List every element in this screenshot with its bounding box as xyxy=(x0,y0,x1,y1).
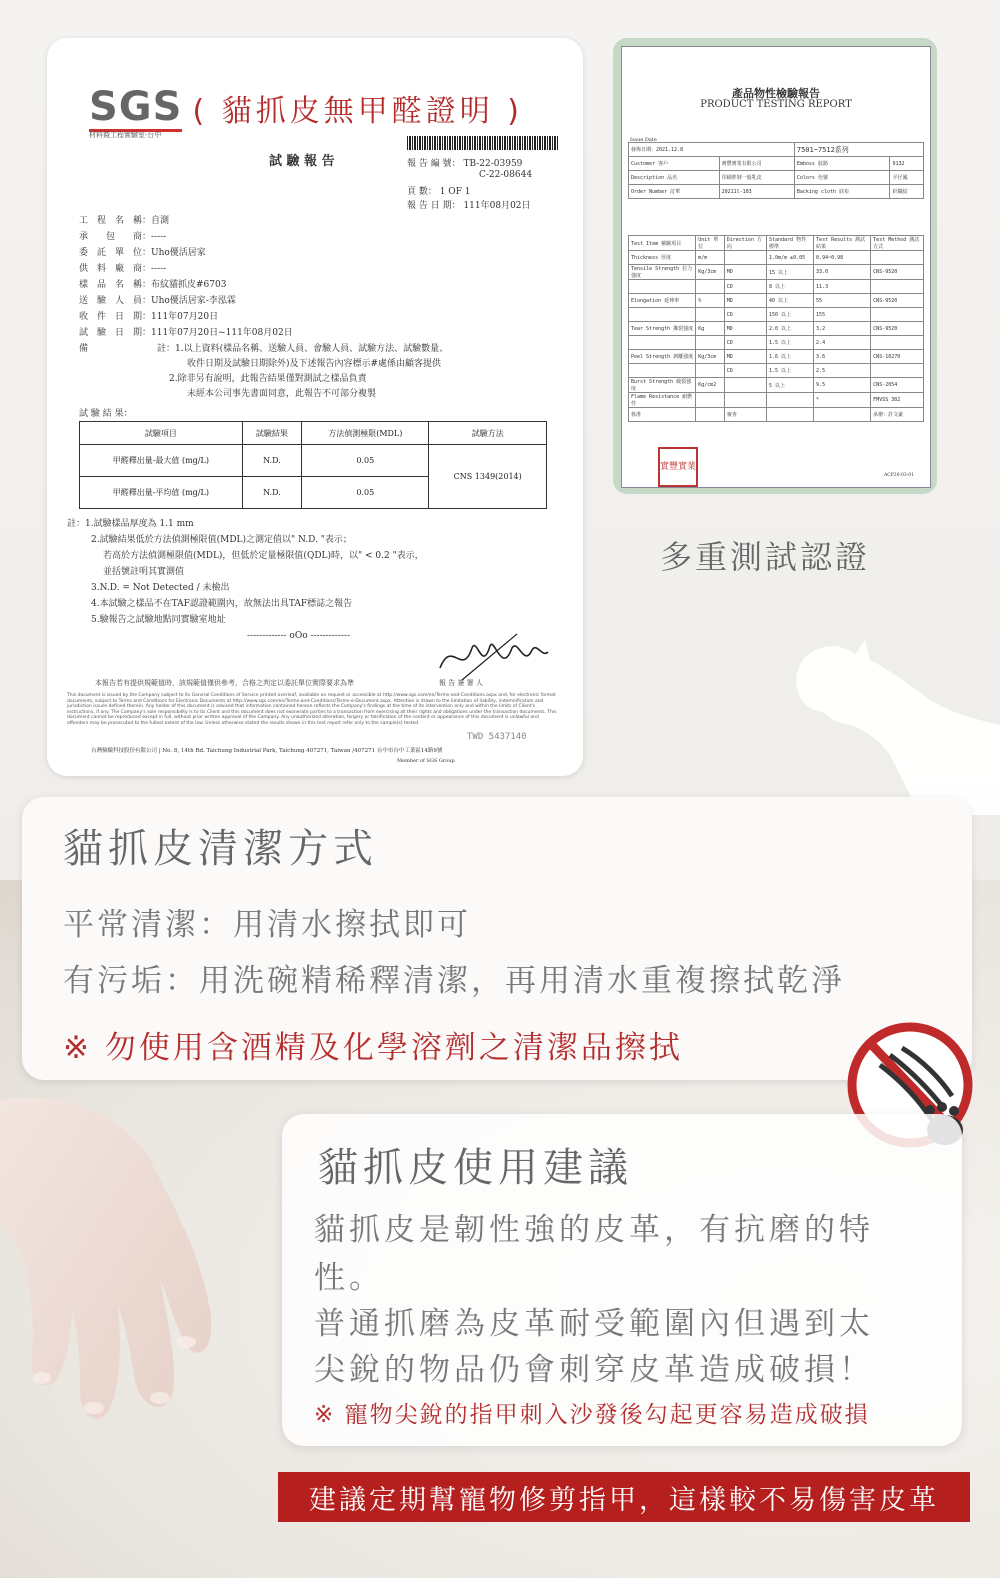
table-cell: 0.94~0.98 xyxy=(814,251,871,265)
table-cell: 0.05 xyxy=(302,477,429,509)
table-cell: 1.0m/m ±0.05 xyxy=(766,251,813,265)
note-2: 若高於方法偵測極限值(MDL)，但低於定量極限值(QDL)時，以" < 0.2 "表示， xyxy=(103,551,424,561)
table-cell: FMVSS 302 xyxy=(871,393,924,408)
end-mark: ------------- oOo ------------- xyxy=(247,631,351,641)
sgs-certificate-card xyxy=(47,38,583,776)
table-cell: 40 以上 xyxy=(766,294,813,308)
usage-line-1: 貓抓皮是韌性強的皮革，有抗磨的特 xyxy=(314,1212,874,1248)
table-cell xyxy=(871,251,924,265)
table-header-row xyxy=(629,236,924,251)
cleaning-title: 貓抓皮清潔方式 xyxy=(63,826,378,872)
table-cell: 1.5 以上 xyxy=(766,364,813,378)
table-row xyxy=(629,171,924,185)
cleaning-line-2: 有污垢：用洗碗精稀釋清潔，再用清水重複擦拭乾淨 xyxy=(63,963,845,999)
table-cell: MD xyxy=(724,350,766,364)
field-1: 承 包 商：----- xyxy=(79,232,167,242)
table-cell xyxy=(629,336,696,350)
table-cell: Order Number 訂單 xyxy=(629,185,720,199)
table-cell: 8 以上 xyxy=(766,280,813,294)
table-cell: CNS-9520 xyxy=(871,322,924,336)
cat-silhouette-icon xyxy=(770,625,1000,815)
serial-number: TWD 5437140 xyxy=(467,732,527,742)
table-row xyxy=(629,408,924,422)
disclaimer: 本報告若有提供規範值時，該規範值僅供參考，合格之判定以委託單位實際要求為準 xyxy=(95,679,354,687)
report-heading: 試 驗 報 告 xyxy=(269,154,335,169)
lab-address: 台灣檢驗科技股份有限公司 | No. 8, 14th Rd. Taichung Industrial Park, Taichung 407271, Taiwan /407271 台中市台中工業區14路9號 xyxy=(91,748,443,754)
results-label: 試 驗 結 果： xyxy=(79,409,133,419)
table-header: Test Item 檢驗項目 xyxy=(629,236,696,251)
table-cell xyxy=(696,336,725,350)
table-cell: 2.4 xyxy=(814,336,871,350)
table-header: Test Method 測試方式 xyxy=(871,236,924,251)
table-cell: Peel Strength 剝離強度 xyxy=(629,350,696,364)
table-cell: 0.05 xyxy=(302,445,429,477)
table-cell: 20211l-103 xyxy=(719,185,794,199)
series: 7501~7512系列 xyxy=(794,143,923,157)
note-6: 5.驗報告之試驗地點同實驗室地址 xyxy=(91,615,226,625)
usage-line-2: 性。 xyxy=(314,1260,384,1296)
issue-label: Issue Date xyxy=(630,137,657,143)
table-cell xyxy=(814,408,871,422)
note-3: 並括號註明其實測值 xyxy=(103,567,185,577)
note-0: 註：1.試驗樣品厚度為 1.1 mm xyxy=(67,519,194,529)
table-cell: m/m xyxy=(696,251,725,265)
table-cell: 平仔鳳 xyxy=(890,171,924,185)
table-cell: Description 品名 xyxy=(629,171,720,185)
sgs-member: Member of SGS Group xyxy=(397,758,455,764)
table-header: 方法偵測極限(MDL) xyxy=(302,422,429,445)
table-cell: 150 以上 xyxy=(766,308,813,322)
table-cell: Burst Strength 破裂強度 xyxy=(629,378,696,393)
field-7: 試 驗 日 期：111年07月20日~111年08月02日 xyxy=(79,328,293,338)
lab-name: 材料暨工程實驗室-台中 xyxy=(89,131,162,139)
usage-title: 貓抓皮使用建議 xyxy=(318,1145,633,1191)
barcode xyxy=(407,136,559,150)
report-number: 報 告 編 號： TB-22-03959 xyxy=(407,159,523,169)
table-cell: * xyxy=(814,393,871,408)
table-cell xyxy=(696,280,725,294)
table-cell: CNS-2054 xyxy=(871,378,924,393)
fine-print: This document is issued by the Company subject to its General Conditions of Service printed overleaf, available on request or accessible at http://www.sgs.com/en/Terms-and-Conditions.aspx and, for electronic format documents, subject to Terms and Conditions for Electronic Documents at http://www.sgs.com/en/Terms-and-Conditions/Terms-e-Document.aspx. Attention is drawn to the limitation of liability, indemnification and jurisdiction issues defined therein. Any holder of this document is advised that information contained hereon reflects the Company's findings at the time of its intervention only and within the limits of Client's instructions, if any. The Company's sole responsibility is to its Client and this document does not exonerate parties to a transaction from exercising all their rights and obligations under the transaction documents. This document cannot be reproduced except in full, without prior written approval of the Company. Any unauthorized alteration, forgery or falsification of the content or appearance of this document is unlawful and offenders may be prosecuted to the fullest extent of the law. Unless otherwise stated the results shown in this test report refer only to the sample(s) tested. xyxy=(67,693,557,726)
table-cell: 印刷胖剝一般乳皮 xyxy=(719,171,794,185)
table-cell: 甲醛釋出量-平均值 (mg/L) xyxy=(80,477,243,509)
table-cell: CNS-10270 xyxy=(871,350,924,364)
remark-1: 收件日期及試驗日期除外)及下述報告內容標示#處係由顧客提供 xyxy=(187,359,442,369)
report-number-2: C-22-08644 xyxy=(479,170,533,180)
table-cell xyxy=(629,364,696,378)
table-cell: Thickness 厚度 xyxy=(629,251,696,265)
report-sheet xyxy=(621,46,931,488)
table-cell: 9132 xyxy=(890,157,924,171)
table-cell: CNS-9520 xyxy=(871,265,924,280)
table-cell: MD xyxy=(724,322,766,336)
table-cell: % xyxy=(696,294,725,308)
certificate-title: ( 貓抓皮無甲醛證明 ) xyxy=(192,94,523,129)
report-code: ACP20-03-01 xyxy=(884,473,914,478)
table-cell: N.D. xyxy=(242,477,301,509)
remark-0: 註：1.以上資料(樣品名稱、送驗人員、會驗人員、試驗方法、試驗數量、 xyxy=(157,344,449,354)
table-row xyxy=(629,280,924,294)
table-cell: Colors 色號 xyxy=(794,171,890,185)
usage-line-4: 尖銳的物品仍會刺穿皮革造成破損！ xyxy=(314,1352,874,1388)
table-cell: 15 以上 xyxy=(766,265,813,280)
table-cell: MD xyxy=(724,265,766,280)
table-cell: Tensile Strength 拉力強度 xyxy=(629,265,696,280)
table-cell: Backing cloth 底布 xyxy=(794,185,890,199)
report-date: 報 告 日 期： 111年08月02日 xyxy=(407,201,531,211)
advice-banner xyxy=(278,1472,970,1522)
cleaning-line-1: 平常清潔：用清水擦拭即可 xyxy=(63,907,471,943)
table-cell: 核准 xyxy=(629,408,696,422)
table-row xyxy=(629,251,924,265)
page-count: 頁 數： 1 OF 1 xyxy=(407,187,471,197)
table-row xyxy=(629,143,924,157)
results-table xyxy=(79,421,547,509)
table-cell xyxy=(696,408,725,422)
table-cell: 實豐實業有限公司 xyxy=(719,157,794,171)
table-row xyxy=(629,308,924,322)
product-testing-report-card xyxy=(613,38,937,494)
note-4: 3.N.D. = Not Detected / 未檢出 xyxy=(91,583,230,593)
table-cell: 審查 xyxy=(724,408,766,422)
signer-label: 報 告 簽 署 人 xyxy=(439,679,483,687)
table-cell: 33.0 xyxy=(814,265,871,280)
note-1: 2.試驗結果低於方法偵測極限值(MDL)之測定值以" N.D. "表示； xyxy=(91,535,352,545)
report-results-table xyxy=(628,235,924,422)
table-cell: CD xyxy=(724,364,766,378)
remark-label: 備 xyxy=(79,344,89,354)
cleaning-instructions-panel xyxy=(22,797,972,1080)
table-row xyxy=(80,445,547,477)
table-cell: CD xyxy=(724,308,766,322)
field-5: 送 驗 人 員：Uho優活居家-李泓霖 xyxy=(79,296,236,306)
table-cell: 3.2 xyxy=(814,322,871,336)
table-row xyxy=(629,265,924,280)
report-header-table xyxy=(628,142,924,199)
table-cell xyxy=(871,336,924,350)
table-cell: MD xyxy=(724,294,766,308)
table-row xyxy=(629,336,924,350)
multi-certification-caption: 多重測試認證 xyxy=(660,538,871,576)
table-cell xyxy=(871,280,924,294)
table-cell: 2.5 xyxy=(814,364,871,378)
table-cell xyxy=(724,251,766,265)
table-header: Standard 物性標準 xyxy=(766,236,813,251)
table-cell xyxy=(871,308,924,322)
sgs-logo: SGS xyxy=(89,83,183,130)
table-header: Test Results 測試結果 xyxy=(814,236,871,251)
table-cell: CNS-9520 xyxy=(871,294,924,308)
field-4: 樣 品 名 稱：布紋貓抓皮#6703 xyxy=(79,280,227,290)
table-cell: 9.5 xyxy=(814,378,871,393)
table-cell: 55 xyxy=(814,294,871,308)
table-header-row xyxy=(80,422,547,445)
table-row xyxy=(629,322,924,336)
table-header: Direction 方向 xyxy=(724,236,766,251)
table-row xyxy=(629,393,924,408)
table-row xyxy=(629,350,924,364)
table-cell: 5 以上 xyxy=(766,378,813,393)
issue-date: 發佈日期：2021.12.8 xyxy=(629,143,795,157)
table-cell: 2.0 以上 xyxy=(766,322,813,336)
table-cell: Kg/3cm xyxy=(696,265,725,280)
table-cell: 甲醛釋出量-最大值 (mg/L) xyxy=(80,445,243,477)
table-header: 試驗結果 xyxy=(242,422,301,445)
table-cell xyxy=(871,364,924,378)
table-header: 試驗項目 xyxy=(80,422,243,445)
remark-3: 未經本公司事先書面同意，此報告不可部分複製 xyxy=(187,389,377,399)
table-row xyxy=(629,185,924,199)
table-cell: 3.6 xyxy=(814,350,871,364)
table-cell xyxy=(766,393,813,408)
table-cell: Tear Strength 撕裂強度 xyxy=(629,322,696,336)
field-2: 委 託 單 位：Uho優活居家 xyxy=(79,248,206,258)
table-cell: Emboss 紋路 xyxy=(794,157,890,171)
table-header: 試驗方法 xyxy=(429,422,547,445)
table-cell: 11.3 xyxy=(814,280,871,294)
table-cell: N.D. xyxy=(242,445,301,477)
table-cell xyxy=(724,393,766,408)
sgs-title-row xyxy=(89,78,523,138)
table-cell: Elongation 延伸率 xyxy=(629,294,696,308)
report-title-en: PRODUCT TESTING REPORT xyxy=(700,99,852,110)
usage-suggestions-panel xyxy=(282,1114,962,1446)
table-cell: Kg/3cm xyxy=(696,350,725,364)
table-cell: 承辦：許文豪 xyxy=(871,408,924,422)
table-cell: Flame Resistance 耐燃性 xyxy=(629,393,696,408)
advice-banner-text: 建議定期幫寵物修剪指甲，這樣較不易傷害皮革 xyxy=(309,1484,939,1516)
table-cell xyxy=(696,364,725,378)
table-cell xyxy=(696,308,725,322)
usage-warning: ※ 寵物尖銳的指甲刺入沙發後勾起更容易造成破損 xyxy=(314,1402,870,1428)
table-cell: CD xyxy=(724,336,766,350)
table-cell: Kg xyxy=(696,322,725,336)
remark-2: 2.除非另有說明，此報告結果僅對測試之樣品負責 xyxy=(169,374,367,384)
table-cell xyxy=(766,408,813,422)
table-row xyxy=(629,157,924,171)
method-cell: CNS 1349(2014) xyxy=(429,445,547,509)
note-5: 4.本試驗之樣品不在TAF認證範圍內，故無法出具TAF標誌之報告 xyxy=(91,599,353,609)
cleaning-warning: ※ 勿使用含酒精及化學溶劑之清潔品擦拭 xyxy=(63,1030,683,1066)
hand-illustration xyxy=(0,1080,330,1500)
table-cell: CD xyxy=(724,280,766,294)
table-cell: 155 xyxy=(814,308,871,322)
field-6: 收 件 日 期：111年07月20日 xyxy=(79,312,219,322)
table-row xyxy=(629,364,924,378)
table-cell xyxy=(696,393,725,408)
report-title-cn: 產品物性檢驗報告 xyxy=(732,87,820,100)
table-cell xyxy=(724,378,766,393)
table-cell: 1.6 以上 xyxy=(766,350,813,364)
table-cell: Customer 客戶 xyxy=(629,157,720,171)
table-cell: 1.5 以上 xyxy=(766,336,813,350)
table-row xyxy=(629,294,924,308)
field-3: 供 料 廠 商：----- xyxy=(79,264,167,274)
field-0: 工 程 名 稱：自測 xyxy=(79,216,170,226)
table-header: Unit 單位 xyxy=(696,236,725,251)
table-row xyxy=(629,378,924,393)
company-stamp: 實豐實業 xyxy=(658,447,698,487)
table-cell xyxy=(629,280,696,294)
table-cell: 針織紋 xyxy=(890,185,924,199)
table-cell: Kg/cm2 xyxy=(696,378,725,393)
usage-line-3: 普通抓磨為皮革耐受範圍內但遇到太 xyxy=(314,1306,874,1342)
table-cell xyxy=(629,308,696,322)
